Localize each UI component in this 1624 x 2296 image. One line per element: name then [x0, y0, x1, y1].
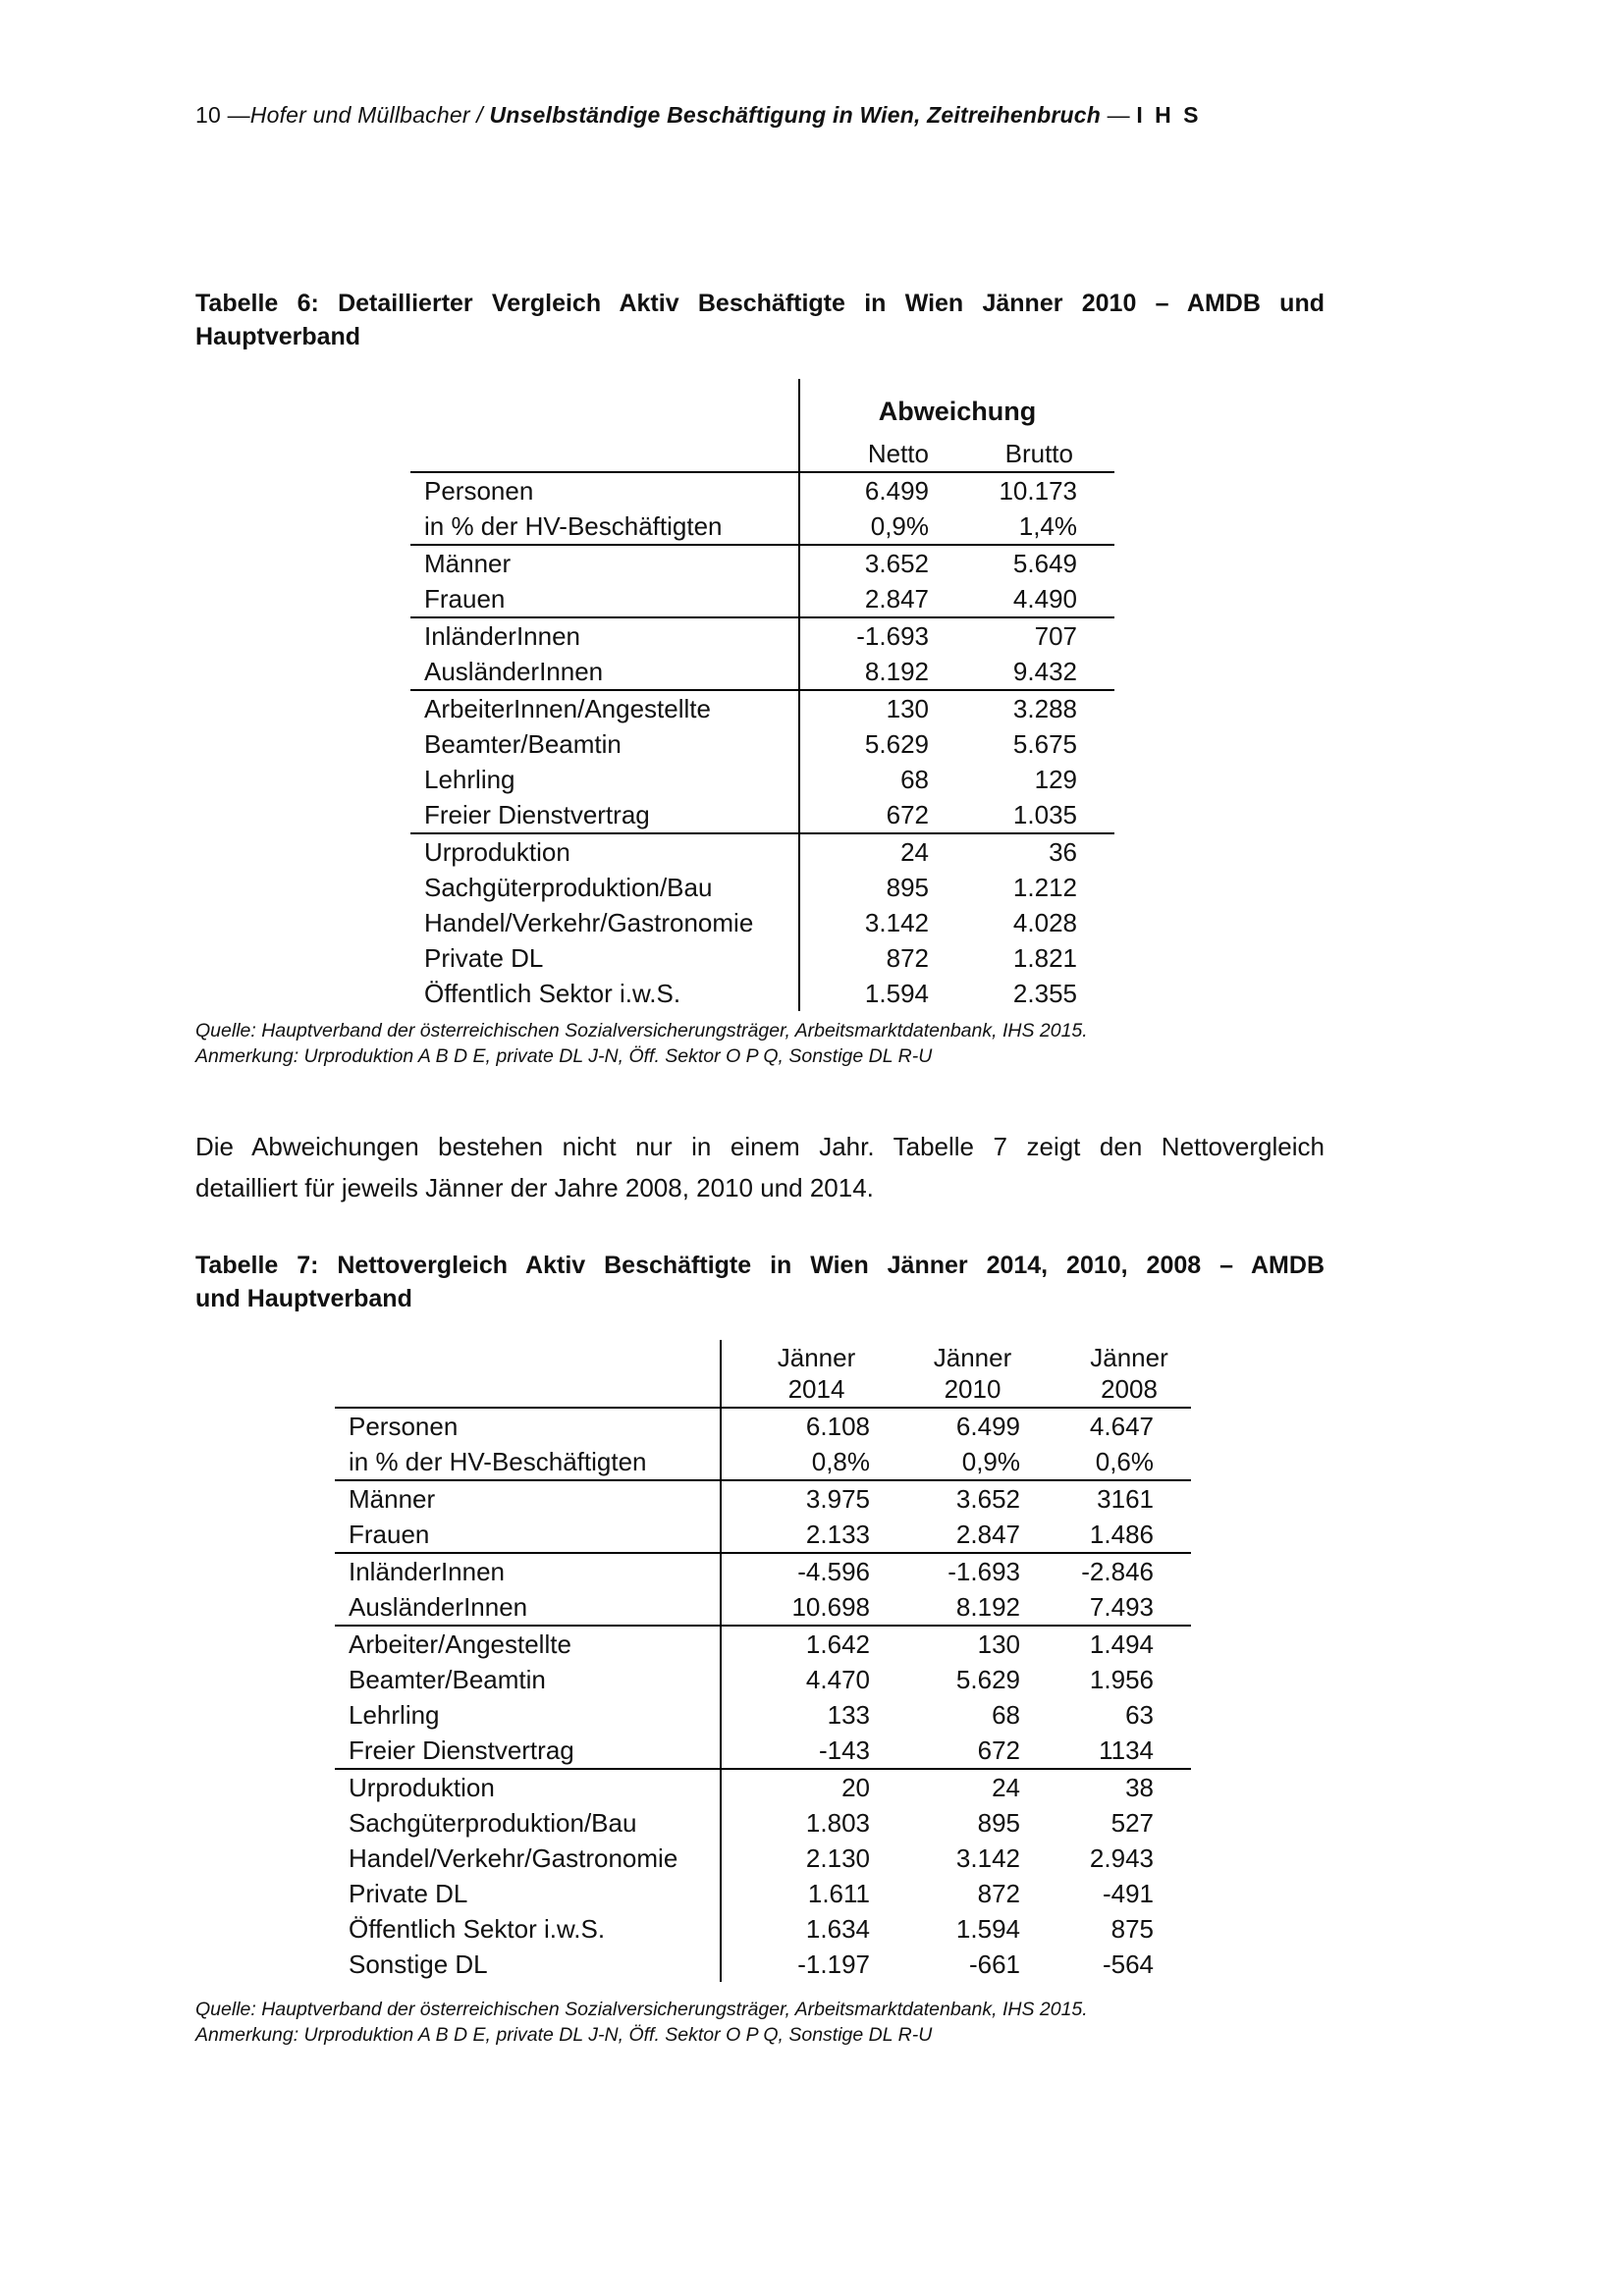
cell-netto: 1.594: [864, 979, 929, 1008]
cell-brutto: 1.035: [943, 797, 1114, 833]
cell-v2008: 4.647: [1089, 1412, 1154, 1441]
table-row: [410, 472, 1114, 508]
cell-netto: 68: [900, 765, 929, 794]
table7-col-2014: Jänner 2014: [721, 1340, 878, 1408]
row-label: in % der HV-Beschäftigten: [335, 1444, 721, 1480]
row-label: Männer: [335, 1480, 721, 1517]
cell-brutto: 9.432: [943, 654, 1114, 690]
table-row: [335, 1626, 1191, 1662]
table-row: [335, 1805, 1191, 1841]
cell-netto: 3.142: [864, 908, 929, 937]
cell-v2008: 2.943: [1089, 1843, 1154, 1873]
cell-netto: 672: [799, 797, 943, 833]
row-label: ArbeiterInnen/Angestellte: [410, 690, 799, 726]
cell-v2010: 3.652: [955, 1484, 1020, 1514]
cell-v2014: 0,8%: [721, 1444, 878, 1480]
table6: [410, 379, 1114, 1011]
cell-v2014: 20: [841, 1773, 870, 1802]
cell-netto: 8.192: [799, 654, 943, 690]
cell-netto: 5.629: [864, 729, 929, 759]
table-row: [335, 1697, 1191, 1733]
table7: [335, 1340, 1191, 1982]
table-row: [335, 1769, 1191, 1805]
table7-col-2010: Jänner 2010: [878, 1340, 1034, 1408]
row-label: Personen: [335, 1408, 721, 1444]
cell-v2014: 133: [827, 1700, 870, 1730]
cell-v2008: 0,6%: [1034, 1444, 1191, 1480]
cell-v2014: 2.130: [805, 1843, 870, 1873]
table-row: [335, 1662, 1191, 1697]
cell-v2014: 1.611: [807, 1879, 870, 1908]
cell-v2008: 7.493: [1034, 1589, 1191, 1626]
table7-source: Quelle: Hauptverband der österreichischen Sozialversicherungsträger, Arbeitsmarktdatenbank, IHS 2015.: [195, 1999, 1088, 2020]
cell-v2010: 895: [977, 1808, 1020, 1838]
table-row: [335, 1444, 1191, 1480]
cell-brutto: 1.821: [1012, 943, 1077, 973]
row-label: Lehrling: [410, 762, 799, 797]
cell-netto: 872: [886, 943, 929, 973]
table-row: [410, 870, 1114, 905]
cell-v2010: 24: [992, 1773, 1020, 1802]
cell-netto: 24: [900, 837, 929, 867]
row-label: Private DL: [335, 1876, 721, 1911]
row-label: InländerInnen: [410, 617, 799, 654]
row-label: Personen: [410, 472, 799, 508]
table-row: [335, 1553, 1191, 1589]
table-row: [410, 508, 1114, 545]
cell-brutto: 129: [1034, 765, 1077, 794]
table-row: [335, 1911, 1191, 1947]
cell-v2014: 3.975: [805, 1484, 870, 1514]
cell-v2008: 63: [1125, 1700, 1154, 1730]
table-row: [410, 905, 1114, 940]
cell-v2010: 672: [878, 1733, 1034, 1769]
table6-caption-line1: Tabelle 6: Detaillierter Vergleich Aktiv Beschäftigte in Wien Jänner 2010 – AMDB und: [195, 290, 1325, 317]
table6-col-netto: Netto: [799, 436, 943, 472]
table6-col-brutto: Brutto: [943, 436, 1114, 472]
row-label: AusländerInnen: [335, 1589, 721, 1626]
cell-brutto: 36: [1049, 837, 1077, 867]
cell-v2008: 1134: [1034, 1733, 1191, 1769]
table7-remark: Anmerkung: Urproduktion A B D E, private DL J-N, Öff. Sektor O P Q, Sonstige DL R-U: [195, 2024, 933, 2046]
row-label: Freier Dienstvertrag: [410, 797, 799, 833]
table-row: [410, 690, 1114, 726]
cell-v2010: 872: [977, 1879, 1020, 1908]
table-row: [335, 1408, 1191, 1444]
table-row: [410, 976, 1114, 1011]
table7-caption-line2: und Hauptverband: [195, 1285, 412, 1312]
table-row: [335, 1589, 1191, 1626]
row-label: Sachgüterproduktion/Bau: [410, 870, 799, 905]
cell-v2014: 1.642: [805, 1629, 870, 1659]
cell-brutto: 1,4%: [943, 508, 1114, 545]
page-number: 10: [195, 102, 221, 128]
cell-v2010: 6.499: [955, 1412, 1020, 1441]
cell-v2010: 2.847: [878, 1517, 1034, 1553]
cell-v2008: 875: [1110, 1914, 1154, 1944]
cell-v2014: 4.470: [805, 1665, 870, 1694]
row-label: Handel/Verkehr/Gastronomie: [335, 1841, 721, 1876]
table6-remark: Anmerkung: Urproduktion A B D E, private DL J-N, Öff. Sektor O P Q, Sonstige DL R-U: [195, 1045, 933, 1067]
cell-v2008: 38: [1125, 1773, 1154, 1802]
body-paragraph: [195, 1126, 1325, 1208]
table-row: [410, 654, 1114, 690]
cell-brutto: 2.355: [1012, 979, 1077, 1008]
cell-brutto: 3.288: [1012, 694, 1077, 723]
cell-v2014: 10.698: [721, 1589, 878, 1626]
header-org: I H S: [1136, 102, 1202, 128]
cell-v2010: 8.192: [878, 1589, 1034, 1626]
table-row: [335, 1947, 1191, 1982]
table-row: [335, 1517, 1191, 1553]
cell-v2014: -143: [721, 1733, 878, 1769]
cell-v2010: -661: [968, 1949, 1020, 1979]
row-label: Private DL: [410, 940, 799, 976]
cell-v2008: 3161: [1097, 1484, 1154, 1514]
cell-v2008: 527: [1110, 1808, 1154, 1838]
cell-netto: 6.499: [864, 476, 929, 506]
cell-brutto: 10.173: [999, 476, 1077, 506]
table-row: [335, 1841, 1191, 1876]
cell-netto: 895: [886, 873, 929, 902]
cell-brutto: 707: [1034, 621, 1077, 651]
table-row: [410, 617, 1114, 654]
table6-group-header: Abweichung: [878, 397, 1037, 426]
cell-brutto: 4.028: [1012, 908, 1077, 937]
cell-v2010: 0,9%: [878, 1444, 1034, 1480]
row-label: Beamter/Beamtin: [335, 1662, 721, 1697]
row-label: InländerInnen: [335, 1553, 721, 1589]
paragraph-line2: detailliert für jeweils Jänner der Jahre 2008, 2010 und 2014.: [195, 1173, 874, 1202]
cell-v2008: 1.494: [1089, 1629, 1154, 1659]
cell-brutto: 4.490: [943, 581, 1114, 617]
table-row: [410, 833, 1114, 870]
cell-v2014: 2.133: [721, 1517, 878, 1553]
cell-netto: -1.693: [856, 621, 929, 651]
table7-caption-line1: Tabelle 7: Nettovergleich Aktiv Beschäftigte in Wien Jänner 2014, 2010, 2008 – AMDB: [195, 1252, 1325, 1279]
cell-v2014: 1.803: [805, 1808, 870, 1838]
cell-v2010: 5.629: [955, 1665, 1020, 1694]
cell-brutto: 5.649: [1012, 549, 1077, 578]
cell-netto: 0,9%: [799, 508, 943, 545]
table6-caption: [195, 287, 1325, 353]
cell-v2014: 6.108: [805, 1412, 870, 1441]
table6-source: Quelle: Hauptverband der österreichischen Sozialversicherungsträger, Arbeitsmarktdatenbank, IHS 2015.: [195, 1020, 1088, 1041]
cell-v2010: -1.693: [947, 1557, 1020, 1586]
row-label: in % der HV-Beschäftigten: [410, 508, 799, 545]
cell-netto: 2.847: [799, 581, 943, 617]
table-row: [335, 1733, 1191, 1769]
row-label: Urproduktion: [335, 1769, 721, 1805]
cell-v2008: -2.846: [1081, 1557, 1154, 1586]
table-row: [410, 762, 1114, 797]
header-authors: Hofer und Müllbacher /: [249, 102, 483, 128]
row-label: Frauen: [335, 1517, 721, 1553]
running-header: 10 —Hofer und Müllbacher / Unselbständige Beschäftigung in Wien, Zeitreihenbruch — I H S: [195, 102, 1202, 128]
row-label: Lehrling: [335, 1697, 721, 1733]
cell-v2010: 3.142: [955, 1843, 1020, 1873]
cell-v2008: -491: [1102, 1879, 1154, 1908]
row-label: Freier Dienstvertrag: [335, 1733, 721, 1769]
table7-col-2008: Jänner 2008: [1034, 1340, 1191, 1408]
row-label: Sachgüterproduktion/Bau: [335, 1805, 721, 1841]
table-row: [410, 797, 1114, 833]
table6-caption-line2: Hauptverband: [195, 323, 361, 350]
row-label: Sonstige DL: [335, 1947, 721, 1982]
table-row: [410, 545, 1114, 581]
row-label: Beamter/Beamtin: [410, 726, 799, 762]
table-row: [410, 581, 1114, 617]
row-label: AusländerInnen: [410, 654, 799, 690]
cell-v2010: 130: [977, 1629, 1020, 1659]
cell-v2014: 1.634: [805, 1914, 870, 1944]
cell-v2010: 1.594: [955, 1914, 1020, 1944]
row-label: Öffentlich Sektor i.w.S.: [410, 976, 799, 1011]
paragraph-line1: Die Abweichungen bestehen nicht nur in einem Jahr. Tabelle 7 zeigt den Nettovergleich: [195, 1132, 1325, 1161]
row-label: Öffentlich Sektor i.w.S.: [335, 1911, 721, 1947]
row-label: Urproduktion: [410, 833, 799, 870]
cell-v2008: -564: [1102, 1949, 1154, 1979]
table-row: [335, 1876, 1191, 1911]
row-label: Arbeiter/Angestellte: [335, 1626, 721, 1662]
row-label: Handel/Verkehr/Gastronomie: [410, 905, 799, 940]
cell-v2008: 1.956: [1089, 1665, 1154, 1694]
cell-v2010: 68: [992, 1700, 1020, 1730]
table-row: [335, 1480, 1191, 1517]
cell-v2014: -1.197: [797, 1949, 870, 1979]
table-row: [410, 940, 1114, 976]
table7-caption: [195, 1249, 1325, 1315]
row-label: Frauen: [410, 581, 799, 617]
header-title: Unselbständige Beschäftigung in Wien, Zeitreihenbruch: [489, 102, 1101, 128]
table-row: [410, 726, 1114, 762]
cell-netto: 130: [886, 694, 929, 723]
cell-v2014: -4.596: [797, 1557, 870, 1586]
cell-netto: 3.652: [864, 549, 929, 578]
cell-brutto: 5.675: [1012, 729, 1077, 759]
cell-v2008: 1.486: [1034, 1517, 1191, 1553]
row-label: Männer: [410, 545, 799, 581]
cell-brutto: 1.212: [1012, 873, 1077, 902]
